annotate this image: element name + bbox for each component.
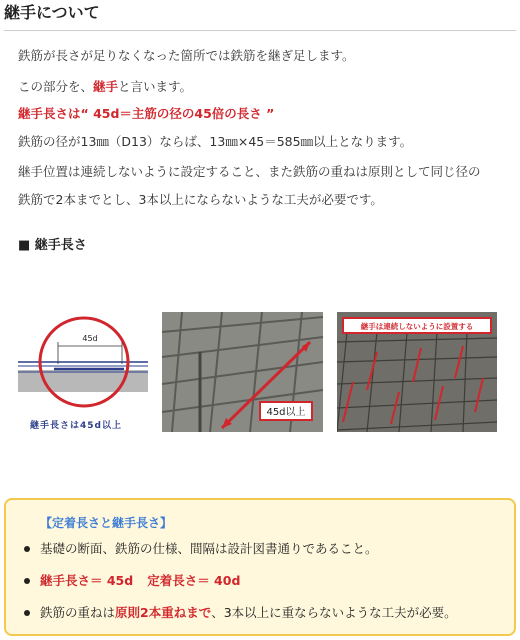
summary-item-3 <box>24 604 457 622</box>
summary-item-2 <box>24 572 240 590</box>
lap-length-statement: 継手長さは“ 45d＝主筋の径の45倍の長さ ” <box>18 106 275 121</box>
summary-item-1-text: 基礎の断面、鉄筋の仕様、間隔は設計図書通りであること。 <box>40 541 378 556</box>
summary-item-3-text: 鉄筋の重ねは <box>40 605 116 620</box>
title-divider <box>4 30 516 31</box>
staggered-lap-photo <box>337 312 497 432</box>
rebar-photo-graphic <box>162 312 323 432</box>
summary-item-3-highlight: 原則2本重ねまで <box>115 605 212 620</box>
bullet-dot <box>24 610 30 616</box>
intro-paragraph-5: 継手位置は連続しないように設定すること、また鉄筋の重ねは原則として同じ径の <box>18 164 481 179</box>
p2-text: この部分を、 <box>18 79 94 94</box>
bullet-dot <box>24 578 30 584</box>
p2-highlight: 継手 <box>93 79 119 94</box>
bullet-dot <box>24 546 30 552</box>
intro-paragraph-2 <box>18 77 192 97</box>
intro-paragraph-4: 鉄筋の径が13㎜（D13）ならば、13㎜×45＝585㎜以上となります。 <box>18 134 413 149</box>
rebar-lap-photo <box>162 312 323 432</box>
p2-text-end: と言います。 <box>118 79 193 94</box>
summary-item-3-text-end: 、3本以上に重ならないような工夫が必要。 <box>211 605 457 620</box>
summary-box <box>4 498 516 636</box>
intro-paragraph-1: 鉄筋が長さが足りなくなった箇所では鉄筋を継ぎ足します。 <box>18 48 355 63</box>
summary-title: 【定着長さと継手長さ】 <box>40 516 173 530</box>
lap-length-value: 継手長さ＝ 45d <box>40 573 134 588</box>
intro-paragraph-6: 鉄筋で2本までとし、3本以上にならないような工夫が必要です。 <box>18 192 383 207</box>
section-subheading: ■ 継手長さ <box>18 238 87 253</box>
stagger-label: 継手は連続しないように設置する <box>360 322 474 331</box>
lap-diagram-graphic <box>14 312 154 418</box>
staggered-photo-graphic <box>337 312 497 432</box>
lap-label: 45d以上 <box>266 407 306 418</box>
dimension-label: 45d <box>82 334 98 343</box>
concrete-band <box>18 370 148 392</box>
diagram-caption: 継手長さは45d以上 <box>30 421 122 431</box>
lap-length-diagram <box>14 312 154 436</box>
page-title: 継手について <box>4 3 100 22</box>
summary-item-1 <box>24 540 378 558</box>
anchorage-length-value: 定着長さ＝ 40d <box>147 573 241 588</box>
